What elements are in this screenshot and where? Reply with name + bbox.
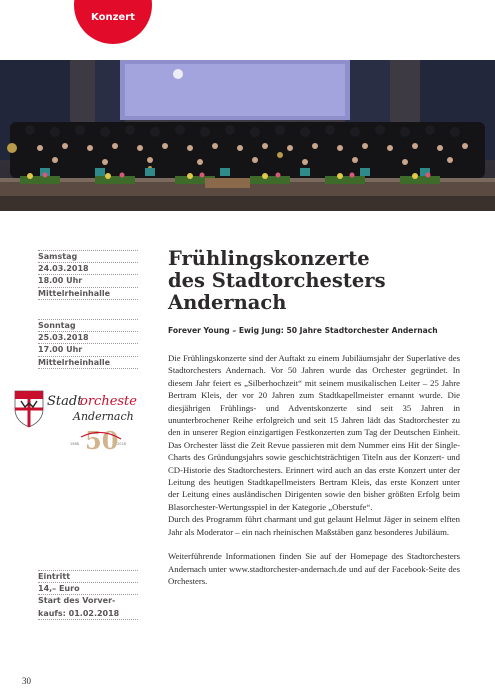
logo-year-end: 2018 bbox=[117, 442, 126, 446]
article-title-line: Frühlingskonzerte bbox=[168, 247, 370, 270]
event-time: 18.00 Uhr bbox=[38, 275, 138, 288]
article-title-line: des Stadtorchesters bbox=[168, 269, 386, 292]
article-title-line: Andernach bbox=[168, 291, 287, 314]
article-title bbox=[168, 248, 468, 314]
section-tab-label: Konzert bbox=[91, 12, 135, 23]
article-paragraph: Die Frühlingskonzerte sind der Auftakt zu einem Jubiläumsjahr der Superlative des Stadtorchesters Andernach. Vor 50 Jahren wurde das Orchester gegründet. In diesem Jahr feiert es „Silberhochzeit“ mit seinem musikalischen Leiter – 25 Jahre Bertram Kleis, der vor 20 Jahren zum Stadtkapellmeister ernannt wurde. Die diesjährigen Frühlings- und Adventskonzerte sind seit 35 Jahren in ununterbrochener Reihe erfolgreich und seit 15 Jahren lädt das Stadtorchester zu den in unserer Region einzigartigen Festkonzerten zum Tag der Deutschen Einheit. Das Orchester lässt die Zeit Revue passieren mit dem Nummer eins Hit der Single-Charts des Gründungsjahrs sowie geschichtsträchtigen Titeln aus der Konzert- und CD-Historie des Stadtorchesters. Erinnert wird auch an das erste Konzert unter der Leitung des heutigen Stadtkapellmeisters Bertram Kleis, das erste Konzert unter der Leitung eines ausländischen Dirigenten sowie den bisher größten Erfolg beim Blasorchester-Wertungsspiel in der Kategorie „Oberstufe“. bbox=[168, 353, 460, 512]
logo-year-start: 1968 bbox=[70, 442, 79, 446]
event-venue: Mittelrheinhalle bbox=[38, 288, 138, 301]
event-time: 17.00 Uhr bbox=[38, 344, 138, 357]
article-body bbox=[168, 352, 460, 587]
logo-word-orchester: orchester bbox=[80, 394, 138, 409]
logo-word-stadt: Stadt bbox=[47, 394, 83, 409]
event-sunday-info bbox=[38, 319, 138, 369]
event-venue: Mittelrheinhalle bbox=[38, 357, 138, 370]
article-paragraph: Weiterführende Informationen finden Sie auf der Homepage des Stadtorchesters Andernach unter www.stadtorchester-andernach.de und auf der Facebook-Seite des Orchesters. bbox=[168, 551, 460, 586]
admission-info bbox=[38, 570, 138, 620]
admission-price: 14,– Euro bbox=[38, 583, 138, 596]
logo-word-andernach: Andernach bbox=[73, 410, 134, 423]
admission-label: Eintritt bbox=[38, 570, 138, 583]
event-date: 24.03.2018 bbox=[38, 263, 138, 276]
presale-label: Start des Vorver- bbox=[38, 596, 116, 605]
orchestra-photo-illustration bbox=[0, 60, 495, 211]
article-paragraph: Durch des Programm führt charmant und gut gelaunt Helmut Jäger in seinem elften Jahr als Moderator – ein nach rheinischen Maßstäben ganz besonderes Jubiläum. bbox=[168, 514, 460, 537]
event-day: Sonntag bbox=[38, 319, 138, 332]
stadtorchester-logo-graphic bbox=[13, 387, 138, 453]
article-subtitle: Forever Young – Ewig Jung: 50 Jahre Stadtorchester Andernach bbox=[168, 326, 438, 335]
presale-date: kaufs: 01.02.2018 bbox=[38, 608, 138, 621]
page-number: 30 bbox=[22, 676, 31, 686]
svg-text:50: 50 bbox=[85, 426, 119, 453]
event-date: 25.03.2018 bbox=[38, 332, 138, 345]
orchestra-photo bbox=[0, 60, 495, 211]
event-saturday-info bbox=[38, 250, 138, 300]
stadtorchester-logo bbox=[13, 387, 138, 453]
event-day: Samstag bbox=[38, 250, 138, 263]
